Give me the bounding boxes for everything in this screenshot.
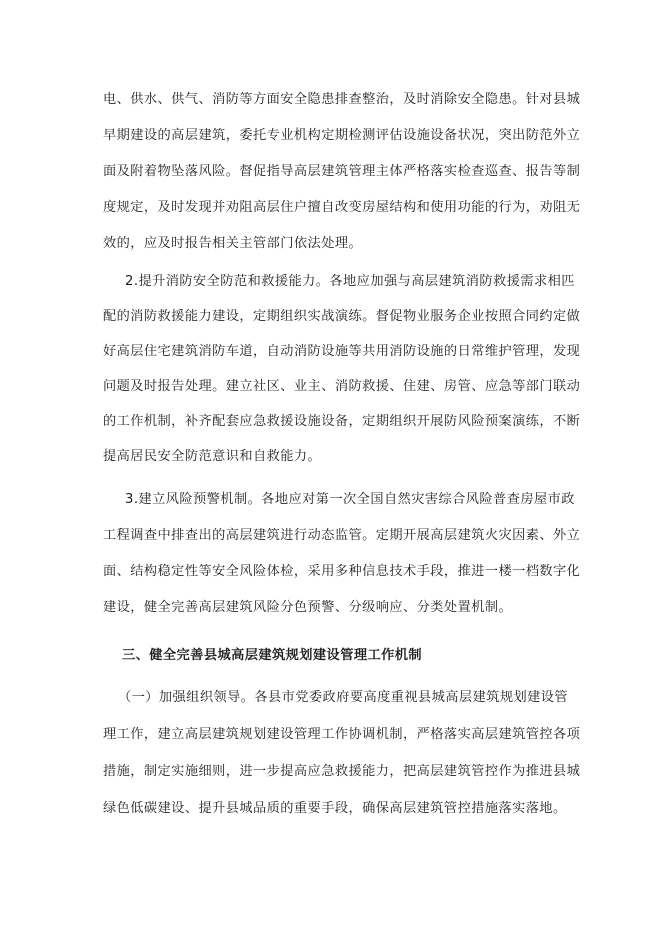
paragraph-line: 绿色低碳建设、提升县城品质的重要手段，确保高层建筑管控措施落实落地。 (103, 801, 567, 816)
paragraph-line: 3.建立风险预警机制。各地应对第一次全国自然灾害综合风险普查房屋市政 (125, 492, 575, 507)
paragraph-line: 的工作机制，补齐配套应急救援设施设备，定期组织开展防风险预案演练，不断 (103, 414, 581, 429)
paragraph-line: 配的消防救援能力建设，定期组织实战演练。督促物业服务企业按照合同约定做 (103, 309, 581, 324)
paragraph-line: 问题及时报告处理。建立社区、业主、消防救援、住建、房管、应急等部门联动 (103, 379, 581, 394)
paragraph-line: 工程调查中排查出的高层建筑进行动态监管。定期开展高层建筑火灾因素、外立 (103, 528, 581, 543)
paragraph-line: 度规定，及时发现并劝阻高层住户擅自改变房屋结构和使用功能的行为，劝阻无 (103, 200, 581, 215)
paragraph-line: 效的，应及时报告相关主管部门依法处理。 (103, 236, 363, 251)
paragraph-line: 好高层住宅建筑消防车道，自动消防设施等共用消防设施的日常维护管理，发现 (103, 344, 581, 359)
section-heading: 三、健全完善县城高层建筑规划建设管理工作机制 (122, 648, 423, 663)
paragraph-line: 建设，健全完善高层建筑风险分色预警、分级响应、分类处置机制。 (103, 600, 513, 615)
paragraph-line: 措施，制定实施细则，进一步提高应急救援能力，把高层建筑管控作为推进县城 (103, 764, 581, 779)
paragraph-line: 2.提升消防安全防范和救援能力。各地应加强与高层建筑消防救援需求相匹 (125, 274, 575, 289)
paragraph-line: 面及附着物坠落风险。督促指导高层建筑管理主体严格落实检查巡查、报告等制 (103, 164, 581, 179)
paragraph-line: 电、供水、供气、消防等方面安全隐患排查整治，及时消除安全隐患。针对县城 (103, 92, 581, 107)
paragraph-line: 面、结构稳定性等安全风险体检，采用多种信息技术手段，推进一楼一档数字化 (103, 564, 581, 579)
paragraph-line: 早期建设的高层建筑，委托专业机构定期检测评估设施设备状况，突出防范外立 (103, 128, 581, 143)
paragraph-line: 提高居民安全防范意识和自救能力。 (103, 449, 322, 464)
paragraph-line: 理工作，建立高层建筑规划建设管理工作协调机制，严格落实高层建筑管控各项 (103, 727, 581, 742)
paragraph-line: （一）加强组织领导。各县市党委政府要高度重视县城高层建筑规划建设管 (118, 690, 569, 705)
